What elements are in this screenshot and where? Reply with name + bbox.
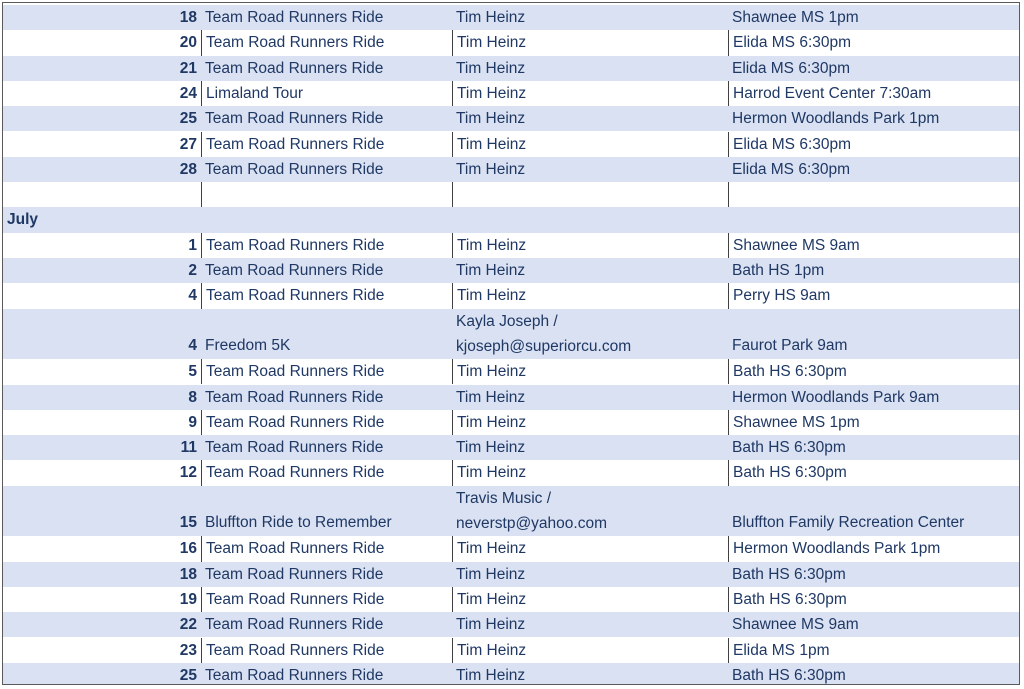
table-row <box>3 536 1019 561</box>
day-cell: 1 <box>188 236 197 254</box>
day-cell <box>3 182 201 207</box>
contact-cell: Tim Heinz <box>452 283 728 308</box>
table-row <box>3 587 1019 612</box>
event-cell: Team Road Runners Ride <box>201 132 452 157</box>
event-cell: Team Road Runners Ride <box>201 536 452 561</box>
contact-name: Travis Music / <box>456 489 552 507</box>
table-row <box>3 233 1019 258</box>
month-label: July <box>7 211 39 229</box>
day-cell: 4 <box>188 287 197 305</box>
contact-cell: Tim Heinz <box>452 81 728 106</box>
location-cell: Harrod Event Center 7:30am <box>728 81 1019 106</box>
day-cell: 23 <box>179 641 197 659</box>
location-cell: Bath HS 6:30pm <box>728 359 1019 384</box>
contact-cell: Tim Heinz <box>452 30 728 55</box>
contact-name: Kayla Joseph / <box>456 312 558 330</box>
event-cell: Team Road Runners Ride <box>205 616 384 634</box>
event-cell <box>201 182 452 207</box>
location-cell: Bath HS 6:30pm <box>732 666 846 684</box>
contact-cell: Tim Heinz <box>452 536 728 561</box>
contact-cell: Tim Heinz <box>456 59 526 77</box>
event-cell: Team Road Runners Ride <box>205 59 384 77</box>
day-cell: 9 <box>188 413 197 431</box>
location-cell: Bath HS 1pm <box>732 262 825 279</box>
day-cell: 15 <box>179 514 197 532</box>
location-cell: Hermon Woodlands Park 1pm <box>728 536 1019 561</box>
day-cell: 25 <box>179 666 197 684</box>
day-cell: 20 <box>179 34 197 52</box>
location-cell: Elida MS 6:30pm <box>732 160 851 178</box>
day-cell: 18 <box>179 9 197 26</box>
table-row <box>3 486 1019 537</box>
contact-cell: Tim Heinz <box>456 565 526 583</box>
location-cell: Hermon Woodlands Park 1pm <box>732 110 940 128</box>
day-cell: 24 <box>179 84 197 102</box>
location-cell: Elida MS 6:30pm <box>728 30 1019 55</box>
event-cell: Freedom 5K <box>205 337 291 355</box>
month-header-row <box>3 207 1019 232</box>
contact-cell: Tim Heinz <box>456 262 526 279</box>
schedule-table <box>2 2 1020 685</box>
empty-row <box>3 182 1019 207</box>
table-row <box>3 435 1019 460</box>
contact-email: kjoseph@superiorcu.com <box>456 337 632 355</box>
table-row <box>3 359 1019 384</box>
contact-cell: Tim Heinz <box>456 388 526 406</box>
event-cell: Team Road Runners Ride <box>201 359 452 384</box>
event-cell: Team Road Runners Ride <box>201 638 452 663</box>
day-cell: 18 <box>179 565 197 583</box>
day-cell: 19 <box>179 590 197 608</box>
event-cell: Team Road Runners Ride <box>201 30 452 55</box>
table-row <box>3 132 1019 157</box>
day-cell: 28 <box>179 160 197 178</box>
contact-cell: Tim Heinz <box>452 359 728 384</box>
location-cell: Faurot Park 9am <box>732 337 848 355</box>
event-cell: Bluffton Ride to Remember <box>205 514 392 532</box>
contact-cell: Tim Heinz <box>456 110 526 128</box>
day-cell: 25 <box>179 110 197 128</box>
day-cell: 22 <box>179 616 197 634</box>
contact-cell: Tim Heinz <box>456 9 526 26</box>
event-cell: Limaland Tour <box>201 81 452 106</box>
contact-cell: Tim Heinz <box>452 410 728 435</box>
contact-cell: Tim Heinz <box>456 616 526 634</box>
event-cell: Team Road Runners Ride <box>205 9 384 26</box>
location-cell: Shawnee MS 1pm <box>728 410 1019 435</box>
contact-cell <box>452 309 728 360</box>
table-row <box>3 30 1019 55</box>
event-cell: Team Road Runners Ride <box>205 160 384 178</box>
table-row <box>3 81 1019 106</box>
table-row <box>3 157 1019 182</box>
location-cell: Shawnee MS 9am <box>728 233 1019 258</box>
table-row <box>3 5 1019 30</box>
location-cell <box>728 182 1019 207</box>
day-cell: 5 <box>188 363 197 381</box>
table-row <box>3 309 1019 360</box>
location-cell: Elida MS 1pm <box>728 638 1019 663</box>
event-cell: Team Road Runners Ride <box>201 460 452 485</box>
day-cell: 21 <box>179 59 197 77</box>
day-cell: 4 <box>188 337 197 355</box>
day-cell: 2 <box>188 262 197 279</box>
day-cell: 16 <box>179 540 197 558</box>
location-cell: Shawnee MS 1pm <box>732 9 859 26</box>
event-cell: Team Road Runners Ride <box>205 565 384 583</box>
location-cell: Elida MS 6:30pm <box>732 59 851 77</box>
table-row <box>3 638 1019 663</box>
day-cell: 27 <box>179 135 197 153</box>
location-cell: Bluffton Family Recreation Center <box>732 514 965 532</box>
event-cell: Team Road Runners Ride <box>201 233 452 258</box>
contact-cell: Tim Heinz <box>456 666 526 684</box>
contact-cell: Tim Heinz <box>456 160 526 178</box>
location-cell: Elida MS 6:30pm <box>728 132 1019 157</box>
table-row <box>3 385 1019 410</box>
contact-cell: Tim Heinz <box>456 439 526 457</box>
location-cell: Bath HS 6:30pm <box>732 439 846 457</box>
table-row <box>3 283 1019 308</box>
location-cell: Bath HS 6:30pm <box>728 587 1019 612</box>
event-cell: Team Road Runners Ride <box>205 388 384 406</box>
event-cell: Team Road Runners Ride <box>201 410 452 435</box>
location-cell: Bath HS 6:30pm <box>732 565 846 583</box>
table-row <box>3 663 1019 685</box>
event-cell: Team Road Runners Ride <box>201 283 452 308</box>
contact-cell: Tim Heinz <box>452 460 728 485</box>
event-cell: Team Road Runners Ride <box>205 262 384 279</box>
day-cell: 8 <box>188 388 197 406</box>
location-cell: Hermon Woodlands Park 9am <box>732 388 940 406</box>
location-cell: Perry HS 9am <box>728 283 1019 308</box>
event-cell: Team Road Runners Ride <box>205 110 384 128</box>
contact-cell: Tim Heinz <box>452 587 728 612</box>
contact-cell: Tim Heinz <box>452 132 728 157</box>
contact-cell <box>452 182 728 207</box>
event-cell: Team Road Runners Ride <box>205 439 384 457</box>
event-cell: Team Road Runners Ride <box>201 587 452 612</box>
location-cell: Shawnee MS 9am <box>732 616 859 634</box>
table-row <box>3 562 1019 587</box>
table-row <box>3 258 1019 283</box>
contact-cell: Tim Heinz <box>452 233 728 258</box>
day-cell: 11 <box>180 439 197 457</box>
contact-cell <box>452 486 728 537</box>
contact-email: neverstp@yahoo.com <box>456 514 608 532</box>
contact-cell: Tim Heinz <box>452 638 728 663</box>
table-row <box>3 56 1019 81</box>
table-row <box>3 410 1019 435</box>
table-row <box>3 106 1019 131</box>
event-cell: Team Road Runners Ride <box>205 666 384 684</box>
location-cell: Bath HS 6:30pm <box>728 460 1019 485</box>
table-row <box>3 460 1019 485</box>
table-row <box>3 612 1019 637</box>
day-cell: 12 <box>179 464 197 482</box>
